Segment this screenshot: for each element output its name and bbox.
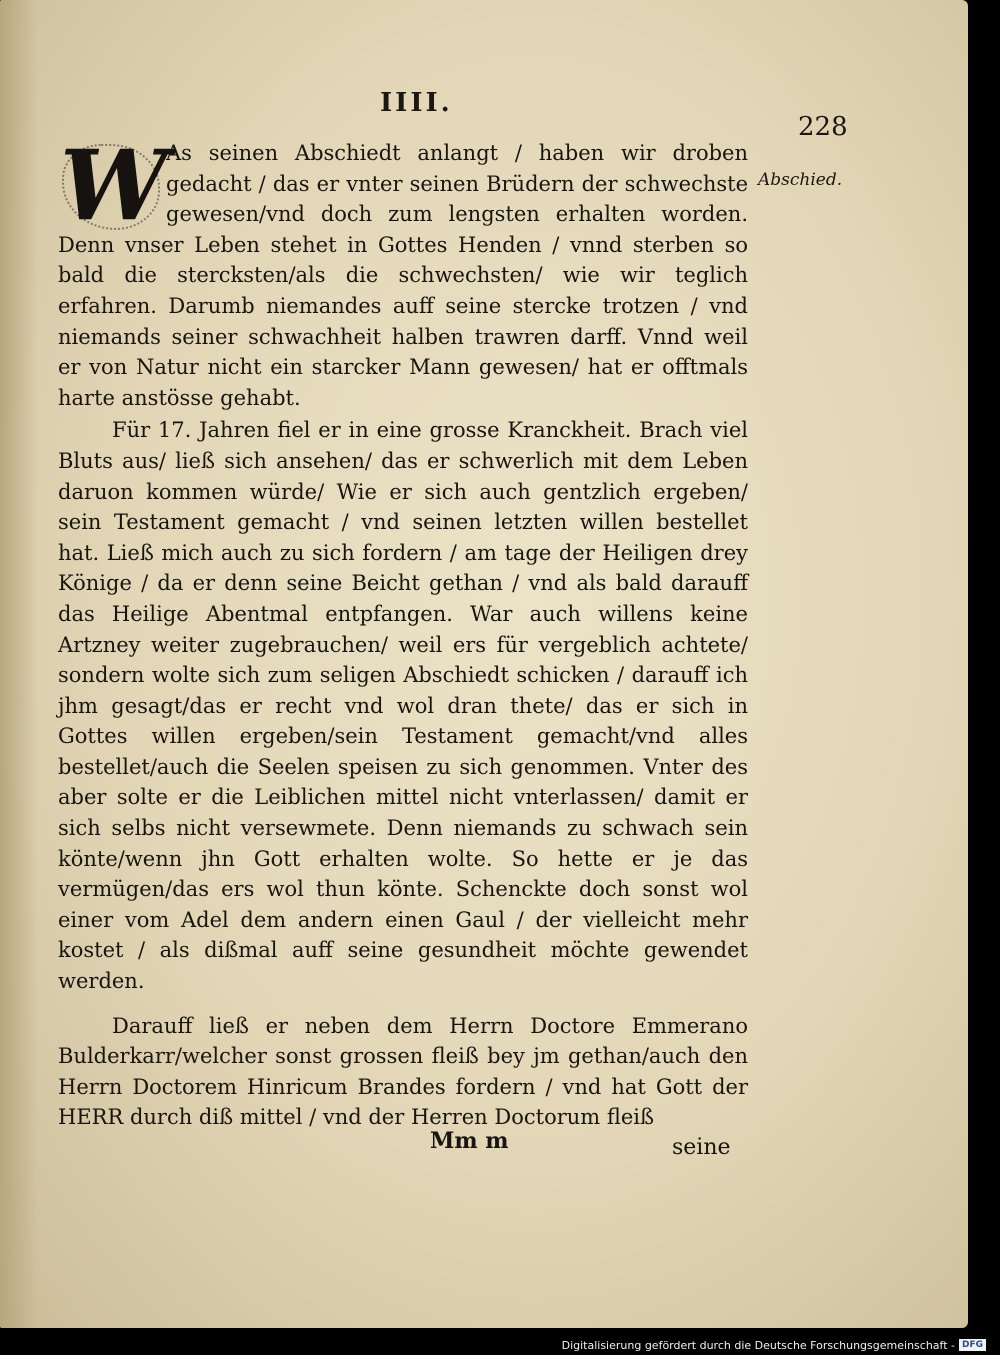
catchword: seine [672,1135,731,1160]
paragraph: Darauff ließ er neben dem Herrn Doctore Emmerano Bulderkarr/welcher sonst grossen fleiß bey jm gethan/auch den Herrn Doctorem Hinricum Brandes fordern / vnd hat Gott der HERR durch diß mittel / vnd der Herren Doctorum fleiß [58,1013,748,1130]
running-header: IIII. [380,88,453,118]
decorated-initial: W [60,129,168,242]
paragraph: Für 17. Jahren fiel er in eine grosse Kranckheit. Brach viel Bluts aus/ ließ sich ansehen/ das er schwerlich mit dem Leben daruon kommen würde/ Wie er sich auch gentzlich ergeben/ sein Testament gemacht / vnd seinen letzten willen bestellet hat. Ließ mich auch zu sich fordern / am tage der Heiligen drey Könige / da er denn seine Beicht gethan / vnd als bald darauff das Heilige Abentmal entpfangen. War auch willens keine Artzney weiter zugebrauchen/ weil ers für vergeblich achtete/ sondern wolte sich zum seligen Abschiedt schicken / darauff ich jhm gesagt/das er recht vnd wol dran thete/ das er sich in Gottes willen ergeben/sein Testament gemacht/vnd alles bestellet/auch die Seelen speisen zu sich genommen. Vnter des aber solte er die Leiblichen mittel nicht vnterlassen/ damit er sich selbs nicht versewmete. Denn niemands zu schwach sein könte/wenn jhn Gott erhalten wolte. So hette er je das vermügen/das ers wol thun könte. Schenckte doch sonst wol einer vom Adel dem andern einen Gaul / der vielleicht mehr kostet / als dißmal auff seine gesundheit möchte gewendet werden. [58,418,748,994]
paragraph: As seinen Abschiedt anlangt / haben wir droben gedacht / das er vnter seinen Brüdern der schwechste gewesen/vnd doch zum lengsten erhalten worden. Denn vnser Leben stehet in Gottes Henden / vnnd sterben so bald die stercksten/als die schwechsten/ wie wir teglich erfahren. Darumb niemandes auff seine stercke trotzen / vnd niemands seiner schwachheit halben trawren darff. Vnnd weil er von Natur nicht ein starcker Mann gewesen/ hat er offtmals harte anstösse gehabt. [58,141,748,410]
footer [562,1338,986,1352]
body-text [58,129,748,1133]
dfg-logo-icon: DFG [959,1339,986,1351]
signature-mark: Mm m [430,1128,509,1154]
page-number: 228 [798,112,848,142]
funding-note: Digitalisierung gefördert durch die Deutsche Forschungsgemeinschaft - [561,1338,955,1352]
marginal-note: Abschied. [758,170,843,190]
